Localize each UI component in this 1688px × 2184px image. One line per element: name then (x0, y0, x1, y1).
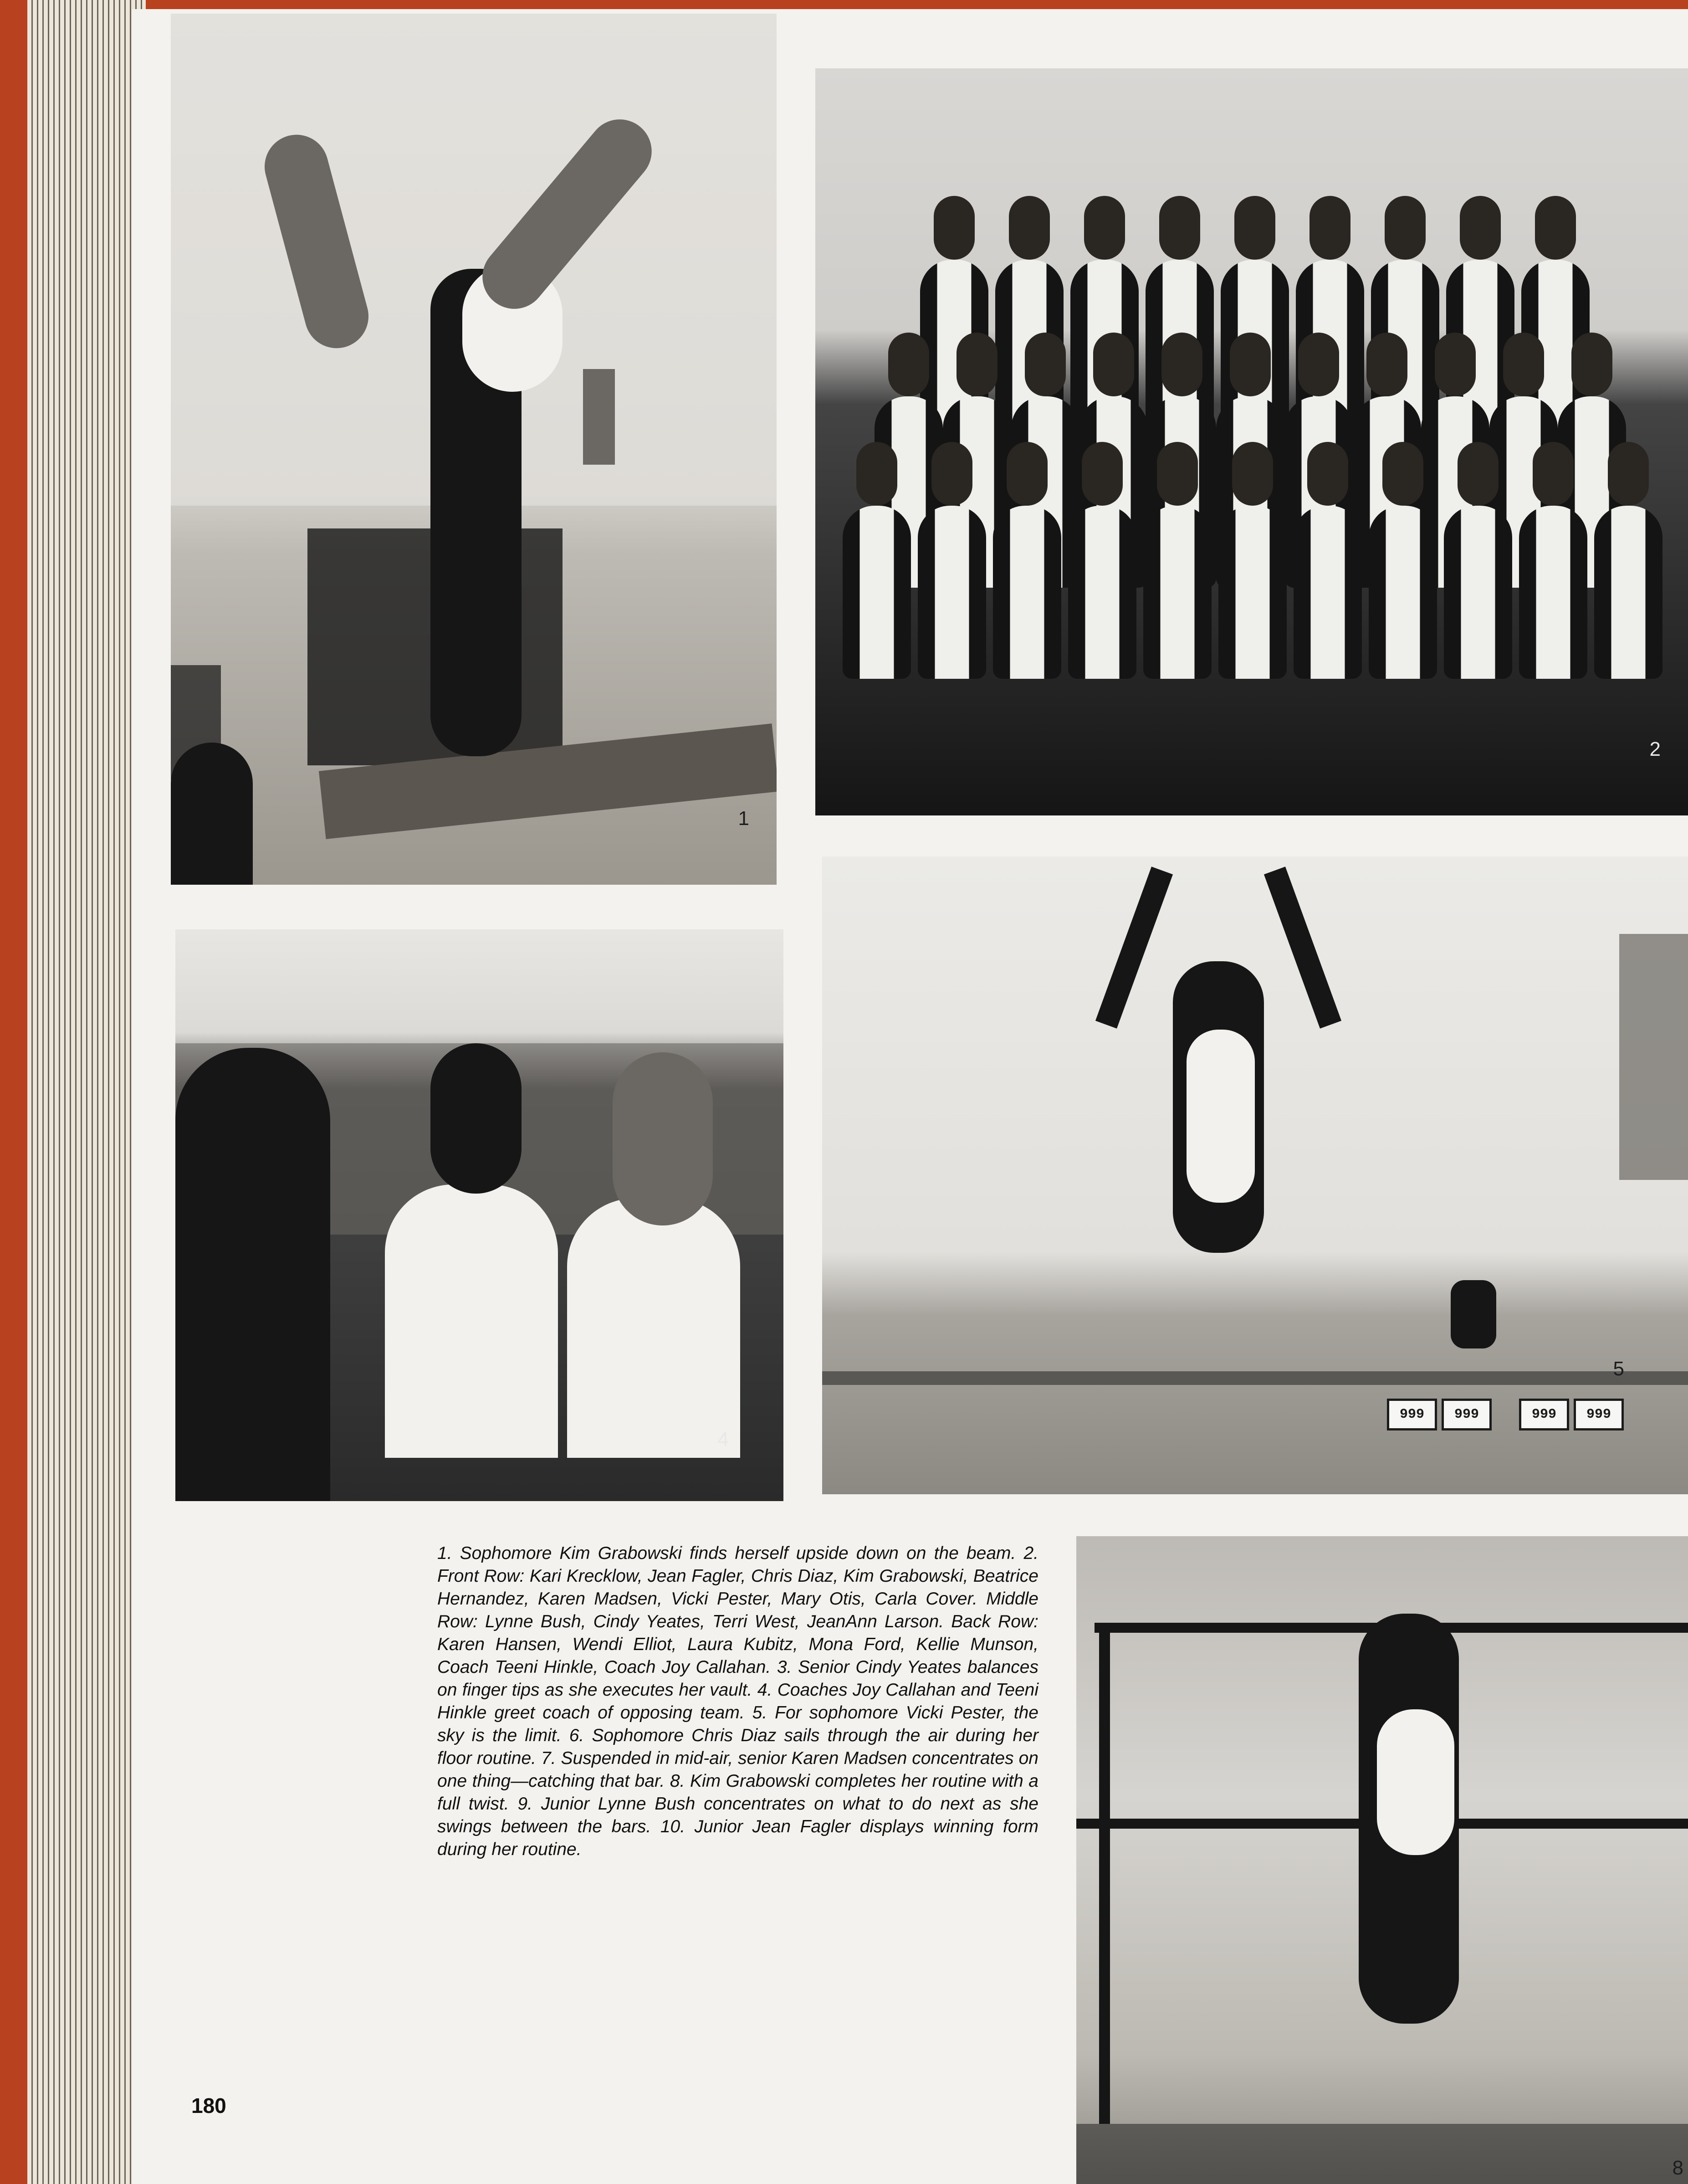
team-member-head (1608, 442, 1649, 506)
light-fixture (1451, 1280, 1496, 1348)
wall-trim (822, 1371, 1688, 1385)
team-member (1068, 506, 1136, 679)
team-member-head (931, 442, 972, 506)
team-member-head (934, 196, 975, 260)
team-member-head (1159, 196, 1200, 260)
photo-leap (822, 856, 1688, 1494)
hair (430, 1043, 522, 1194)
team-member (918, 506, 986, 679)
team-member-head (1157, 442, 1198, 506)
team-member (1444, 506, 1512, 679)
gymnast-arm-left (1095, 866, 1173, 1028)
scoreboard-digits: 999 (1519, 1399, 1569, 1430)
coach-teeni-hinkle (567, 1198, 740, 1458)
gymnast-arm-right (1264, 866, 1341, 1028)
team-member (843, 506, 911, 679)
team-member-head (1458, 442, 1499, 506)
team-member-head (1009, 196, 1050, 260)
floor (1076, 2124, 1688, 2184)
photo-number: 2 (1649, 738, 1661, 760)
team-member-head (1307, 442, 1348, 506)
team-member-head (1082, 442, 1123, 506)
team-member (1519, 506, 1587, 679)
team-member-head (1230, 333, 1271, 396)
team-member (993, 506, 1061, 679)
team-member-head (1571, 333, 1612, 396)
coach-joy-callahan (385, 1184, 558, 1458)
photo-captions: 1. Sophomore Kim Grabowski finds herself upside down on the beam. 2. Front Row: Kari Krecklow, Jean Fagler, Chris Diaz, Kim Grabowski, Beatrice Hernandez, Karen Madsen, Vicki Pester, Mary Otis, Carla Cover. Middle Row: Lynne Bush, Cindy Yeates, Terri West, JeanAnn Larson. Back Row: Karen Hansen, Wendi Elliot, Laura Kubitz, Mona Ford, Kellie Munson, Coach Teeni Hinkle, Coach Joy Callahan. 3. Senior Cindy Yeates balances on finger tips as she executes her vault. 4. Coaches Joy Callahan and Teeni Hinkle greet coach of opposing team. 5. For sophomore Vicki Pester, the sky is the limit. 6. Sophomore Chris Diaz sails through the air during her floor routine. 7. Suspended in mid-air, senior Karen Madsen concentrates on one thing—catching that bar. 8. Kim Grabowski completes her routine with a full twist. 9. Junior Lynne Bush concentrates on what to do next as she swings between the bars. 10. Junior Jean Fagler displays winning form during her routine. (437, 1543, 1038, 1859)
team-member-head (1093, 333, 1134, 396)
gymnast-leotard (1377, 1709, 1454, 1855)
photo-uneven-bars (1076, 1536, 1688, 2184)
team-member-head (1503, 333, 1544, 396)
team-member-head (888, 333, 929, 396)
team-member-head (1161, 333, 1202, 396)
flag (1619, 934, 1688, 1180)
team-member-head (1435, 333, 1476, 396)
book-page-edges (27, 0, 146, 2184)
team-member-head (1232, 442, 1273, 506)
photo-number: 1 (738, 807, 749, 830)
photo-number: 5 (1613, 1358, 1624, 1380)
team-member-head (1298, 333, 1339, 396)
team-member (1143, 506, 1212, 679)
bar-support (1099, 1623, 1110, 2124)
page-number: 180 (191, 2094, 226, 2117)
team-member (1369, 506, 1437, 679)
hair (613, 1052, 713, 1225)
team-member-head (1382, 442, 1423, 506)
team-member-head (1535, 196, 1576, 260)
team-member-head (1234, 196, 1275, 260)
team-member-head (1533, 442, 1574, 506)
scoreboard-digits: 999 (1442, 1399, 1492, 1430)
team-member-head (856, 442, 897, 506)
coach-opposing (175, 1048, 330, 1501)
team-member-head (1366, 333, 1407, 396)
gymnast-leotard (1187, 1030, 1255, 1203)
team-member-head (1460, 196, 1501, 260)
photo-coaches-greeting (175, 929, 783, 1501)
team-member-head (957, 333, 997, 396)
spectator (171, 743, 253, 885)
scoreboard-digits: 999 (1574, 1399, 1624, 1430)
team-member (1218, 506, 1287, 679)
photo-team-portrait (815, 68, 1688, 815)
team-member-head (1025, 333, 1066, 396)
team-member (1594, 506, 1662, 679)
team-member-head (1084, 196, 1125, 260)
team-member (1294, 506, 1362, 679)
photo-number: 4 (717, 1428, 729, 1451)
photo-beam-handstand (171, 14, 777, 885)
scoreboard-digits: 999 (1387, 1399, 1437, 1430)
wall-plaque (583, 369, 615, 465)
team-member-head (1385, 196, 1426, 260)
team-member-head (1309, 196, 1350, 260)
photo-number: 8 (1672, 2157, 1683, 2179)
team-member-head (1007, 442, 1048, 506)
